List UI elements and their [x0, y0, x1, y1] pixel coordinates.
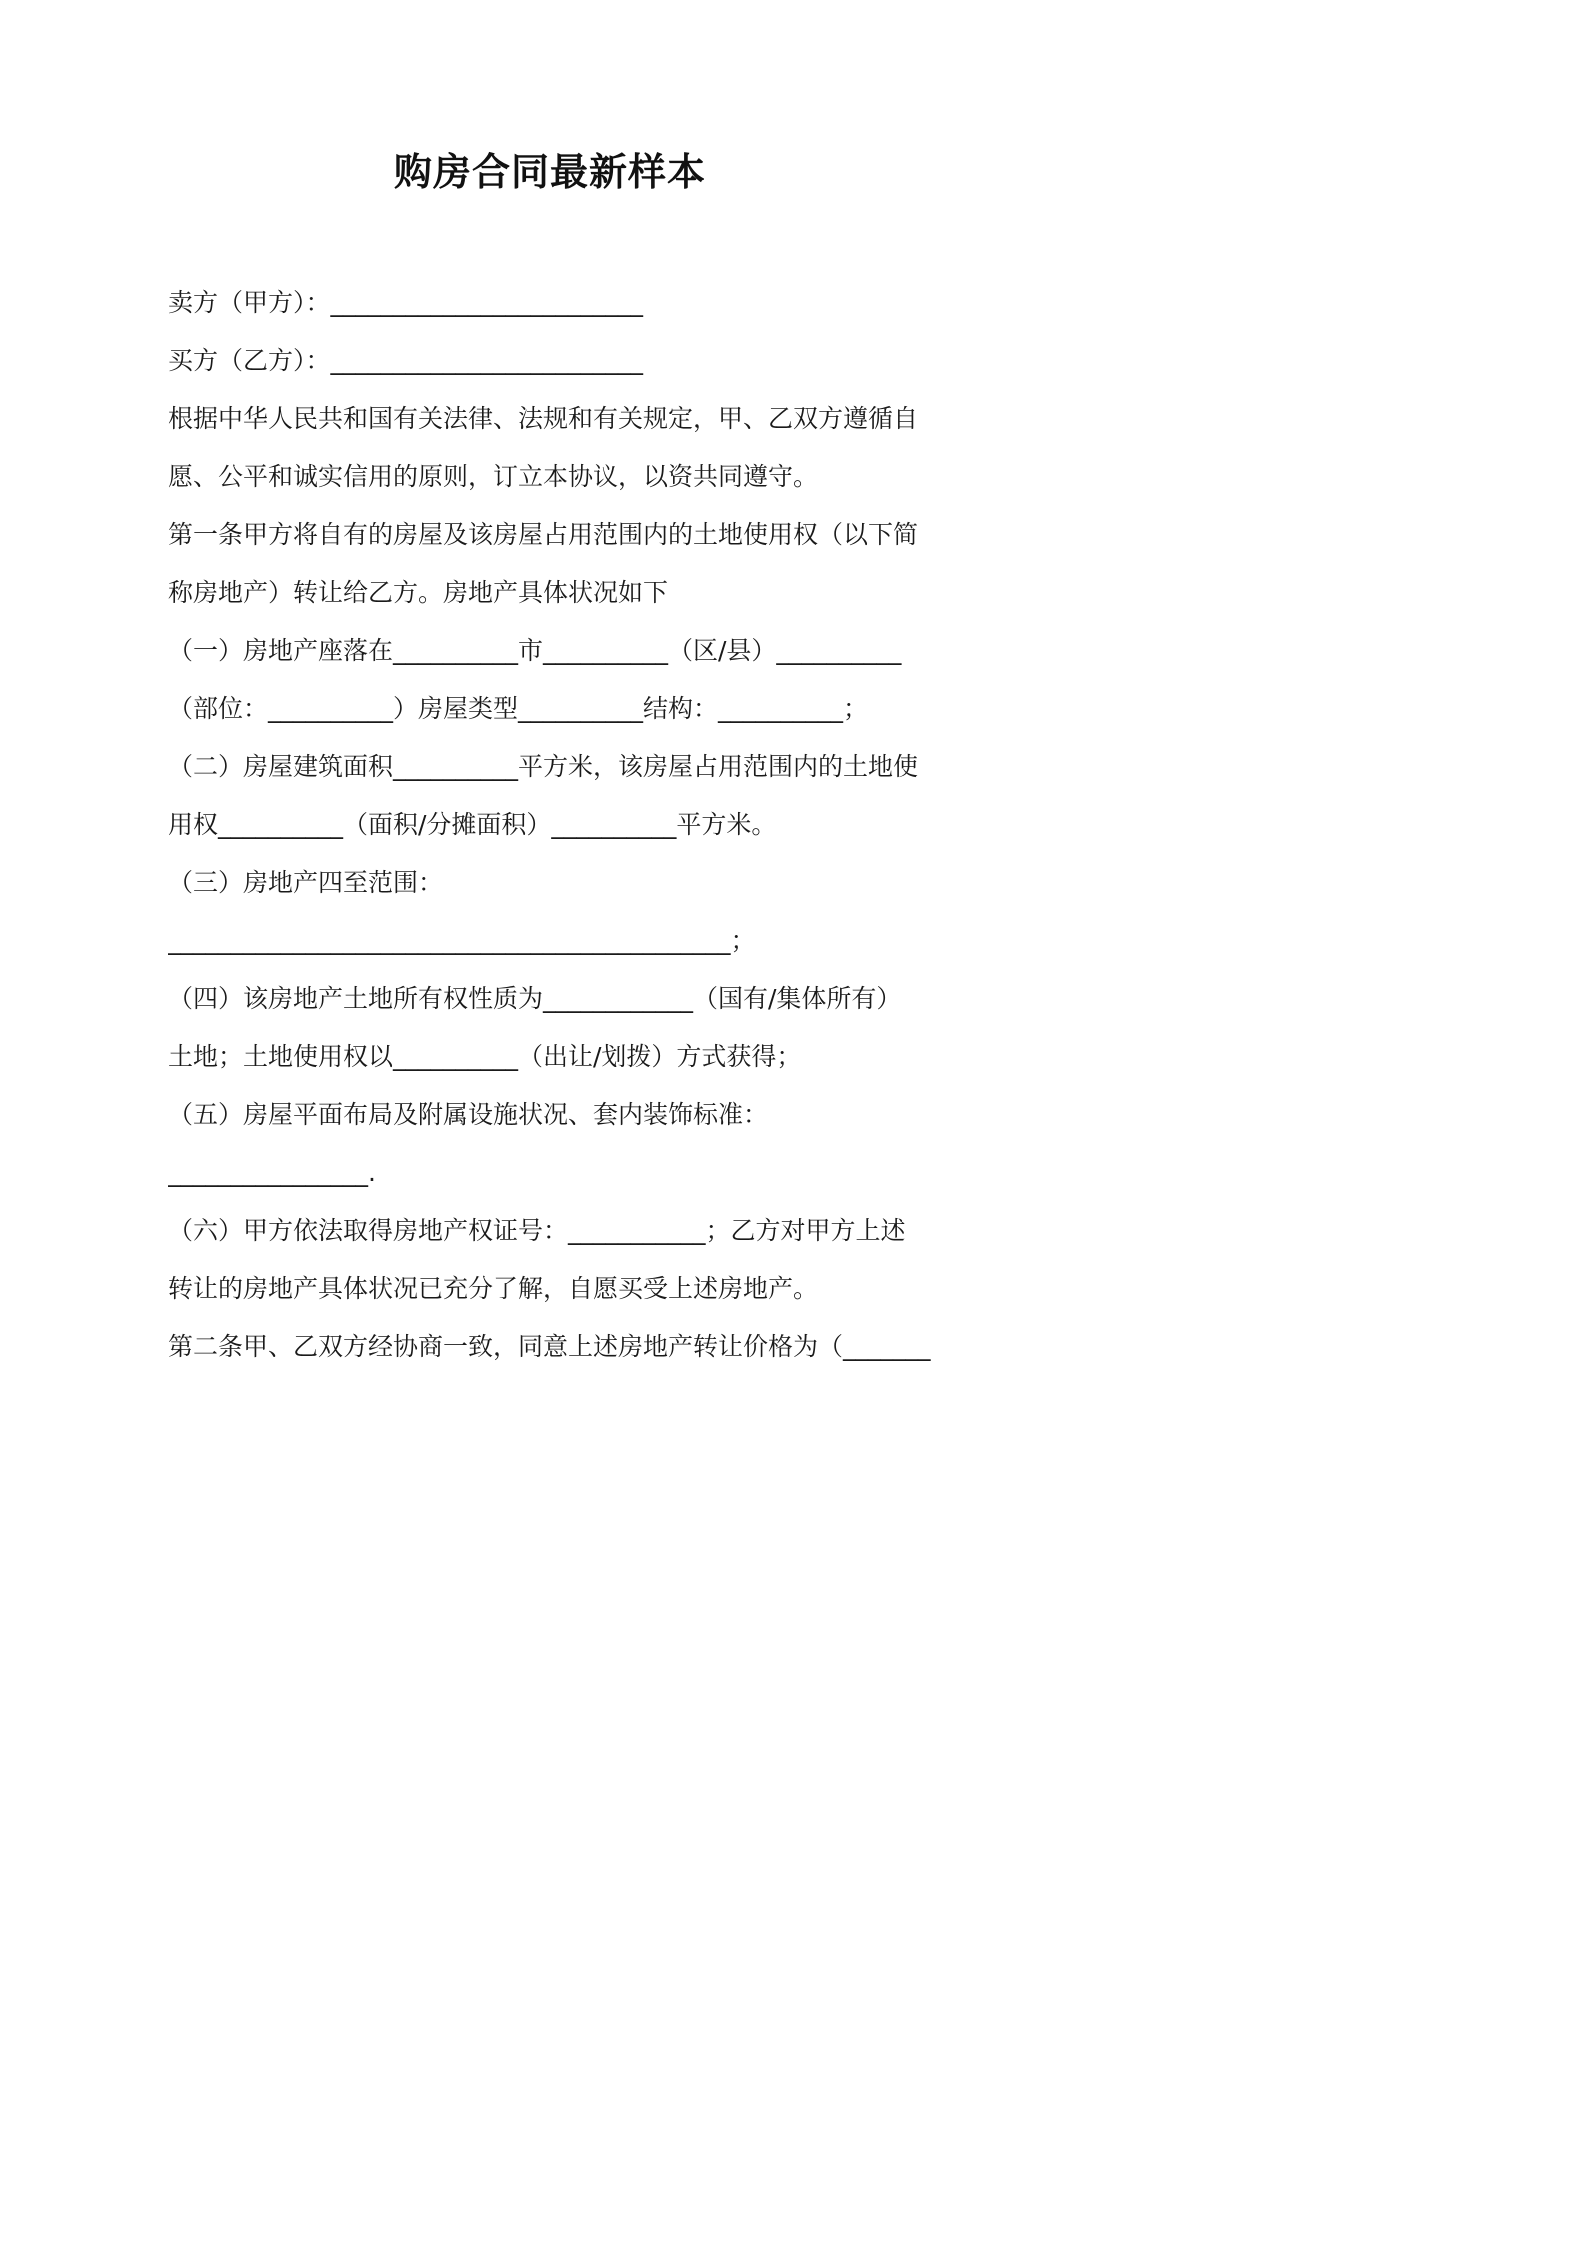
clause-5-line-1: （五）房屋平面布局及附属设施状况、套内装饰标准：	[168, 1100, 769, 1129]
clause-2-line-1: （二）房屋建筑面积__________平方米，该房屋占用范围内的土地使	[168, 752, 919, 781]
article-1-line-1: 第一条甲方将自有的房屋及该房屋占用范围内的土地使用权（以下简	[168, 520, 919, 549]
clause-5-line-2: ________________.	[168, 1158, 376, 1187]
article-2-line-1: 第二条甲、乙双方经协商一致，同意上述房地产转让价格为（_______	[168, 1332, 931, 1361]
article-1-line-2: 称房地产）转让给乙方。房地产具体状况如下	[168, 578, 669, 607]
clause-1-line-1: （一）房地产座落在__________市__________（区/县）__________	[168, 636, 902, 665]
document-title: 购房合同最新样本	[393, 150, 706, 194]
clause-4-line-2: 土地；土地使用权以__________（出让/划拨）方式获得；	[168, 1042, 802, 1071]
clause-2-line-2: 用权__________（面积/分摊面积）__________平方米。	[168, 810, 777, 839]
clause-6-line-2: 转让的房地产具体状况已充分了解，自愿买受上述房地产。	[168, 1274, 819, 1303]
clause-1-line-2: （部位：__________）房屋类型__________结构：__________；	[168, 694, 869, 723]
clause-6-line-1: （六）甲方依法取得房地产权证号：___________；乙方对甲方上述	[168, 1216, 906, 1245]
clause-3-line-1: （三）房地产四至范围：	[168, 868, 444, 897]
document-page	[0, 0, 1100, 1556]
clause-4-line-1: （四）该房地产土地所有权性质为____________（国有/集体所有）	[168, 984, 902, 1013]
preamble-line-1: 根据中华人民共和国有关法律、法规和有关规定，甲、乙双方遵循自	[168, 404, 919, 433]
buyer-party-line: 买方（乙方）：_________________________	[168, 346, 644, 375]
clause-3-line-2: _____________________________________________；	[168, 926, 756, 955]
preamble-line-2: 愿、公平和诚实信用的原则，订立本协议，以资共同遵守。	[168, 462, 819, 491]
seller-party-line: 卖方（甲方）：_________________________	[168, 288, 644, 317]
